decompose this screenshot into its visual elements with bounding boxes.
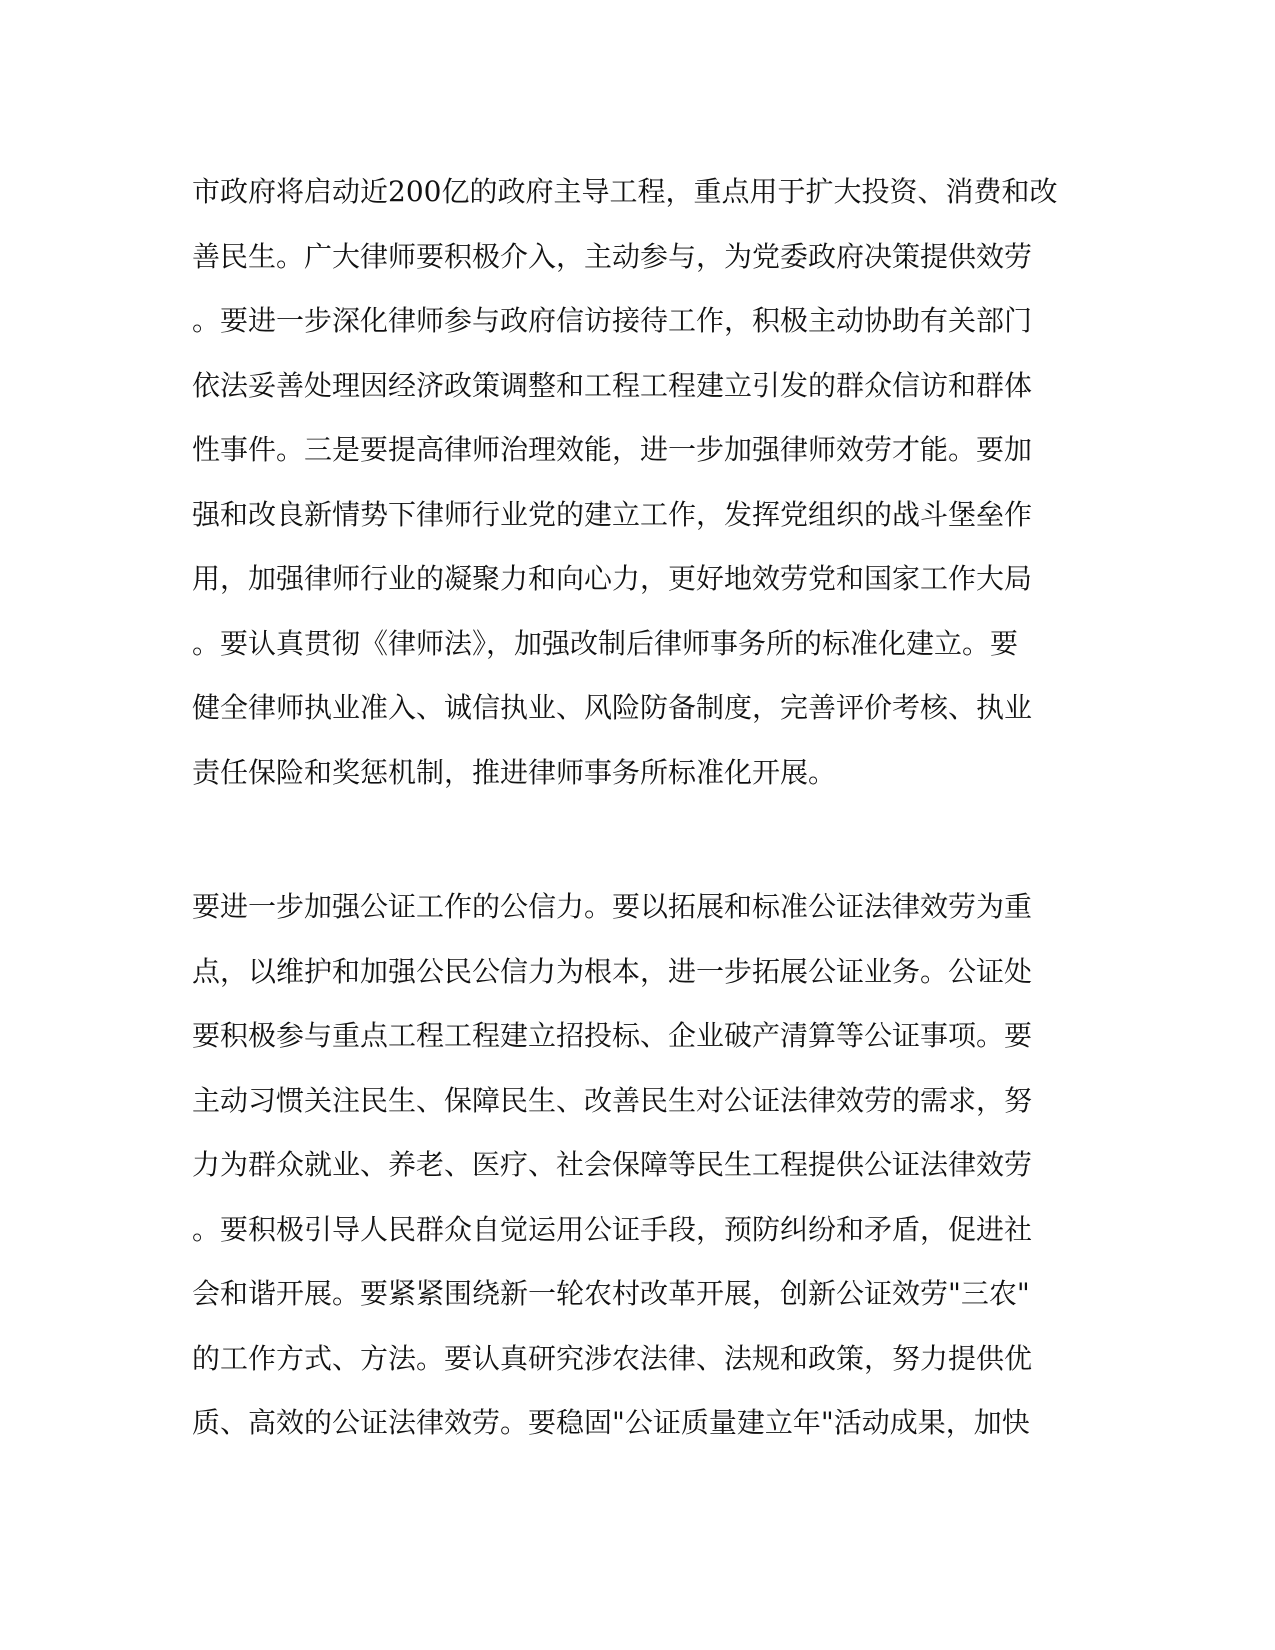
text-line: 强和改良新情势下律师行业党的建立工作，发挥党组织的战斗堡垒作 xyxy=(192,497,1033,531)
text-line: 主动习惯关注民生、保障民生、改善民生对公证法律效劳的需求，努 xyxy=(192,1083,1033,1117)
text-line: 。要认真贯彻《律师法》，加强改制后律师事务所的标准化建立。要 xyxy=(192,626,1019,660)
text-line: 要进一步加强公证工作的公信力。要以拓展和标准公证法律效劳为重 xyxy=(192,890,1033,923)
text-line: 会和谐开展。要紧紧围绕新一轮农村改革开展，创新公证效劳"三农" xyxy=(192,1277,1030,1310)
text-line: 要积极参与重点工程工程建立招投标、企业破产清算等公证事项。要 xyxy=(192,1019,1033,1052)
text-line: 力为群众就业、养老、医疗、社会保障等民生工程提供公证法律效劳 xyxy=(192,1148,1033,1181)
text-line: 依法妥善处理因经济政策调整和工程工程建立引发的群众信访和群体 xyxy=(192,368,1033,402)
paragraph-notary xyxy=(192,875,1072,1456)
text-line: 质、高效的公证法律效劳。要稳固"公证质量建立年"活动成果，加快 xyxy=(192,1406,1030,1439)
text-line: 。要进一步深化律师参与政府信访接待工作，积极主动协助有关部门 xyxy=(192,304,1033,337)
text-line: 责任保险和奖惩机制，推进律师事务所标准化开展。 xyxy=(192,755,837,789)
text-line: 善民生。广大律师要积极介入，主动参与，为党委政府决策提供效劳 xyxy=(192,239,1033,273)
text-line: 用，加强律师行业的凝聚力和向心力，更好地效劳党和国家工作大局 xyxy=(192,562,1033,595)
text-line: 。要积极引导人民群众自觉运用公证手段，预防纠纷和矛盾，促进社 xyxy=(192,1212,1033,1246)
text-line: 市政府将启动近200亿的政府主导工程，重点用于扩大投资、消费和改 xyxy=(192,175,1058,208)
text-line: 点，以维护和加强公民公信力为根本，进一步拓展公证业务。公证处 xyxy=(192,954,1033,988)
text-line: 性事件。三是要提高律师治理效能，进一步加强律师效劳才能。要加 xyxy=(192,433,1033,466)
text-line: 的工作方式、方法。要认真研究涉农法律、法规和政策，努力提供优 xyxy=(192,1341,1033,1375)
paragraph-lawyers xyxy=(192,160,1072,805)
text-line: 健全律师执业准入、诚信执业、风险防备制度，完善评价考核、执业 xyxy=(192,691,1033,724)
